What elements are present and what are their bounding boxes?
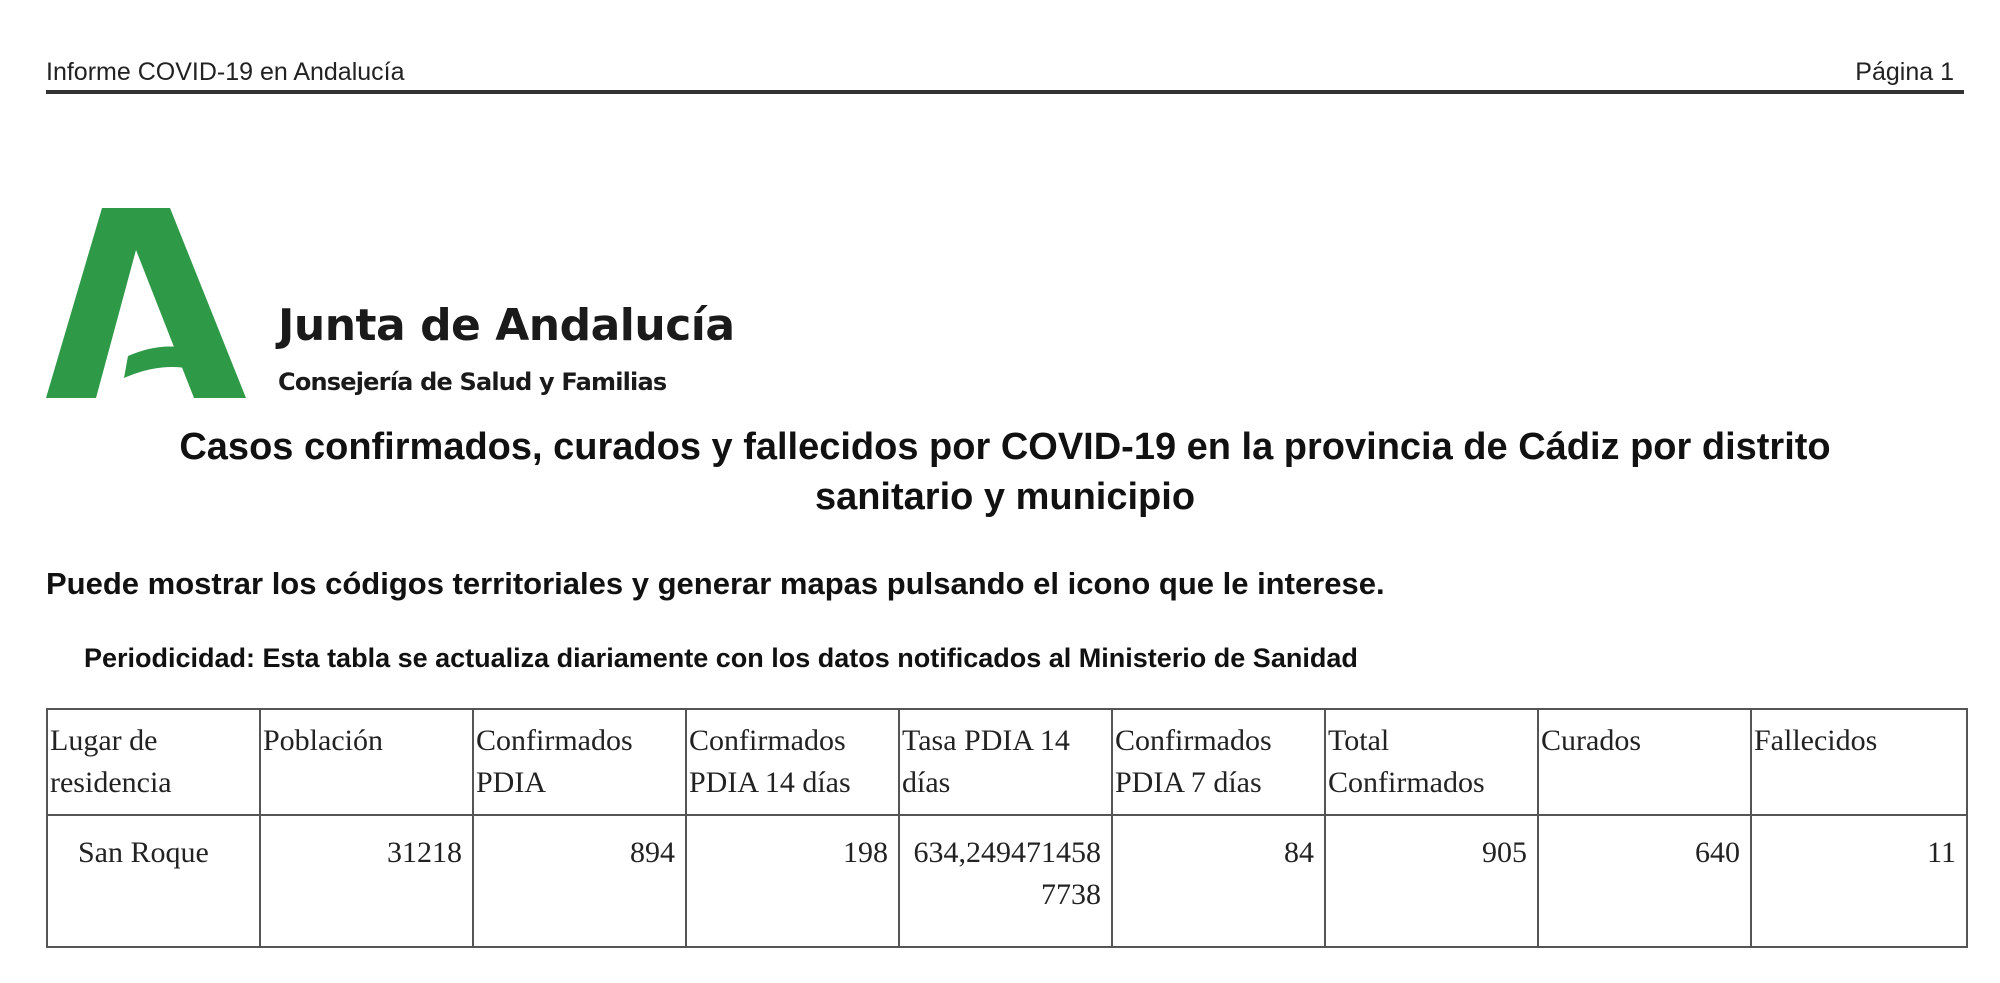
org-department: Consejería de Salud y Familias: [278, 368, 667, 396]
cell-tasa-14: 634,2494714587738: [899, 815, 1112, 947]
header-curados: Curados: [1538, 709, 1751, 815]
header-poblacion: Población: [260, 709, 473, 815]
header-confirmados-14: Confirmados PDIA 14 días: [686, 709, 899, 815]
header-fallecidos: Fallecidos: [1751, 709, 1967, 815]
org-name: Junta de Andalucía: [278, 300, 735, 351]
header-total-confirmados: Total Confirmados: [1325, 709, 1538, 815]
page-number: Página 1: [1855, 58, 1954, 86]
table-row: [47, 815, 1967, 947]
header-confirmados-pdia: Confirmados PDIA: [473, 709, 686, 815]
cell-total-confirmados: 905: [1325, 815, 1538, 947]
title-line-1: Casos confirmados, curados y fallecidos por COVID-19 en la provincia de Cádiz por distrito: [179, 426, 1831, 468]
subtitle: Puede mostrar los códigos territoriales y generar mapas pulsando el icono que le interese.: [46, 566, 1385, 601]
cell-confirmados-pdia: 894: [473, 815, 686, 947]
title-line-2: sanitario y municipio: [814, 476, 1196, 518]
report-name: Informe COVID-19 en Andalucía: [46, 58, 405, 86]
cell-confirmados-7: 84: [1112, 815, 1325, 947]
periodicity-note: Periodicidad: Esta tabla se actualiza diariamente con los datos notificados al Ministerio de Sanidad: [84, 643, 1358, 673]
covid-table: [46, 708, 1968, 948]
page-title: [46, 422, 1964, 522]
cell-confirmados-14: 198: [686, 815, 899, 947]
cell-curados: 640: [1538, 815, 1751, 947]
header-confirmados-7: Confirmados PDIA 7 días: [1112, 709, 1325, 815]
cell-lugar: San Roque: [47, 815, 260, 947]
table-header-row: [47, 709, 1967, 815]
cell-fallecidos: 11: [1751, 815, 1967, 947]
page-header: [46, 56, 1964, 94]
header-lugar: Lugar de residencia: [47, 709, 260, 815]
junta-logo-icon: [46, 208, 246, 398]
cell-poblacion: 31218: [260, 815, 473, 947]
header-tasa-14: Tasa PDIA 14 días: [899, 709, 1112, 815]
